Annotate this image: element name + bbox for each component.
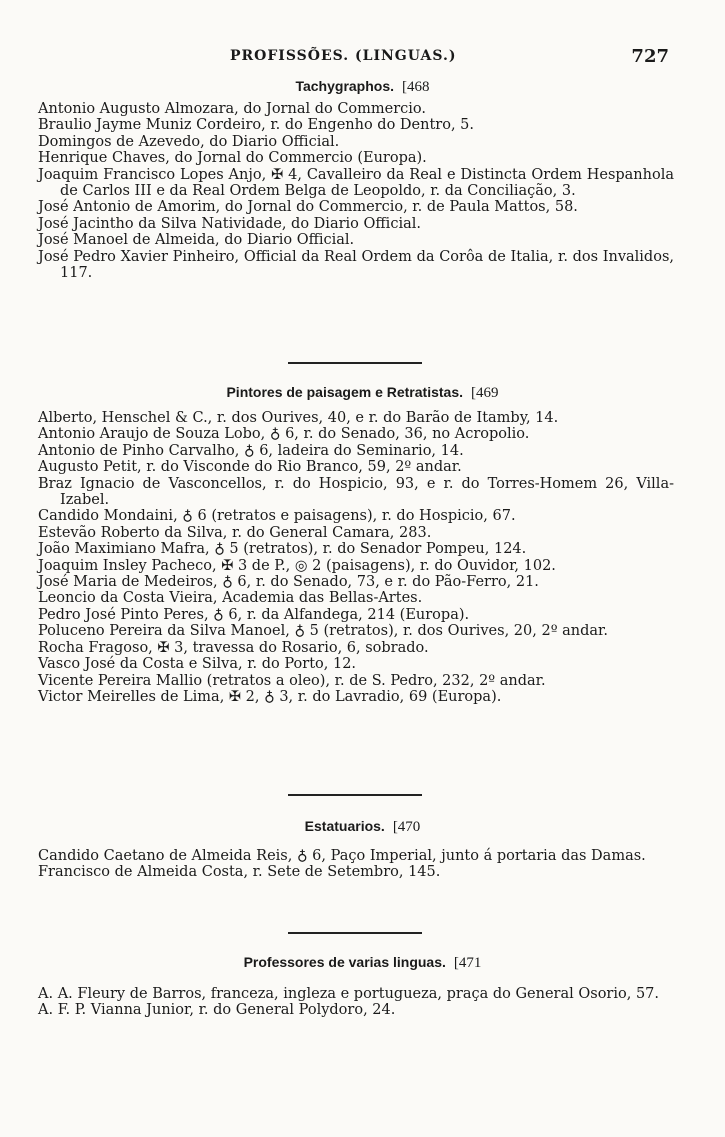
section-pintores [38, 410, 674, 705]
running-title: PROFISSÕES. (LINGUAS.) [230, 48, 457, 64]
section-estatuarios [38, 848, 674, 881]
list-item: Joaquim Francisco Lopes Anjo, ✠ 4, Cavalleiro da Real e Distincta Ordem Hespanhola de Carlos III e da Real Ordem Belga de Leopoldo, r. da Conciliação, 3. [38, 166, 674, 200]
list-item: Pedro José Pinto Peres, ♁ 6, r. da Alfandega, 214 (Europa). [38, 606, 470, 623]
list-item: Francisco de Almeida Costa, r. Sete de Setembro, 145. [38, 864, 441, 881]
section-number: [470 [392, 819, 421, 835]
section-heading-professores [0, 954, 725, 972]
list-item: Joaquim Insley Pacheco, ✠ 3 de P., ◎ 2 (paisagens), r. do Ouvidor, 102. [38, 557, 556, 574]
list-item: José Maria de Medeiros, ♁ 6, r. do Senado, 73, e r. do Pão-Ferro, 21. [38, 574, 539, 591]
list-item: João Maximiano Mafra, ♁ 5 (retratos), r. do Senador Pompeu, 124. [38, 541, 527, 558]
page-number: 727 [631, 46, 669, 67]
list-item: Antonio de Pinho Carvalho, ♁ 6, ladeira do Seminario, 14. [38, 442, 464, 459]
list-item: Candido Caetano de Almeida Reis, ♁ 6, Paço Imperial, junto á portaria das Damas. [38, 848, 646, 864]
page-header [0, 48, 725, 72]
list-item: Victor Meirelles de Lima, ✠ 2, ♁ 3, r. do Lavradio, 69 (Europa). [38, 688, 502, 705]
section-heading-pintores [0, 384, 725, 402]
section-title: Tachygraphos. [295, 78, 395, 94]
list-item: Antonio Augusto Almozara, do Jornal do Commercio. [38, 101, 427, 117]
list-item: Braulio Jayme Muniz Cordeiro, r. do Engenho do Dentro, 5. [38, 117, 475, 134]
section-divider [288, 362, 422, 364]
list-item: José Antonio de Amorim, do Jornal do Commercio, r. de Paula Mattos, 58. [38, 199, 578, 216]
section-title: Pintores de paisagem e Retratistas. [226, 384, 464, 400]
list-item: Poluceno Pereira da Silva Manoel, ♁ 5 (retratos), r. dos Ourives, 20, 2º andar. [38, 623, 608, 640]
list-item: Domingos de Azevedo, do Diario Official. [38, 133, 340, 150]
section-professores [38, 986, 674, 1019]
list-item: Vasco José da Costa e Silva, r. do Porto, 12. [38, 656, 357, 673]
list-item: Estevão Roberto da Silva, r. do General Camara, 283. [38, 524, 432, 541]
list-item: A. F. P. Vianna Junior, r. do General Polydoro, 24. [38, 1002, 396, 1019]
list-item: Braz Ignacio de Vasconcellos, r. do Hospicio, 93, e r. do Torres-Homem 26, Villa-Izabel. [38, 475, 674, 509]
section-number: [469 [471, 385, 499, 401]
section-heading-tachygraphos [0, 78, 725, 96]
list-item: A. A. Fleury de Barros, franceza, ingleza e portugueza, praça do General Osorio, 57. [38, 986, 660, 1002]
list-item: José Pedro Xavier Pinheiro, Official da Real Ordem da Corôa de Italia, r. dos Invalidos, 117. [38, 248, 674, 282]
section-heading-estatuarios [0, 818, 725, 836]
list-item: José Jacintho da Silva Natividade, do Diario Official. [38, 215, 421, 232]
section-tachygraphos [38, 101, 674, 281]
section-divider [288, 794, 422, 796]
list-item: Candido Mondaini, ♁ 6 (retratos e paisagens), r. do Hospicio, 67. [38, 508, 516, 525]
section-divider [288, 932, 422, 934]
list-item: Augusto Petit, r. do Visconde do Rio Branco, 59, 2º andar. [38, 459, 462, 476]
section-title: Estatuarios. [304, 818, 385, 834]
list-item: Leoncio da Costa Vieira, Academia das Bellas-Artes. [38, 590, 423, 607]
section-number: [468 [402, 79, 430, 95]
list-item: Vicente Pereira Mallio (retratos a oleo), r. de S. Pedro, 232, 2º andar. [38, 672, 546, 689]
list-item: Henrique Chaves, do Jornal do Commercio (Europa). [38, 150, 427, 167]
list-item: Rocha Fragoso, ✠ 3, travessa do Rosario, 6, sobrado. [38, 639, 429, 656]
list-item: Alberto, Henschel & C., r. dos Ourives, 40, e r. do Barão de Itamby, 14. [38, 410, 559, 426]
section-title: Professores de varias linguas. [243, 954, 446, 970]
section-number: [471 [453, 955, 482, 971]
list-item: José Manoel de Almeida, do Diario Official. [38, 232, 355, 249]
list-item: Antonio Araujo de Souza Lobo, ♁ 6, r. do Senado, 36, no Acropolio. [38, 426, 530, 443]
